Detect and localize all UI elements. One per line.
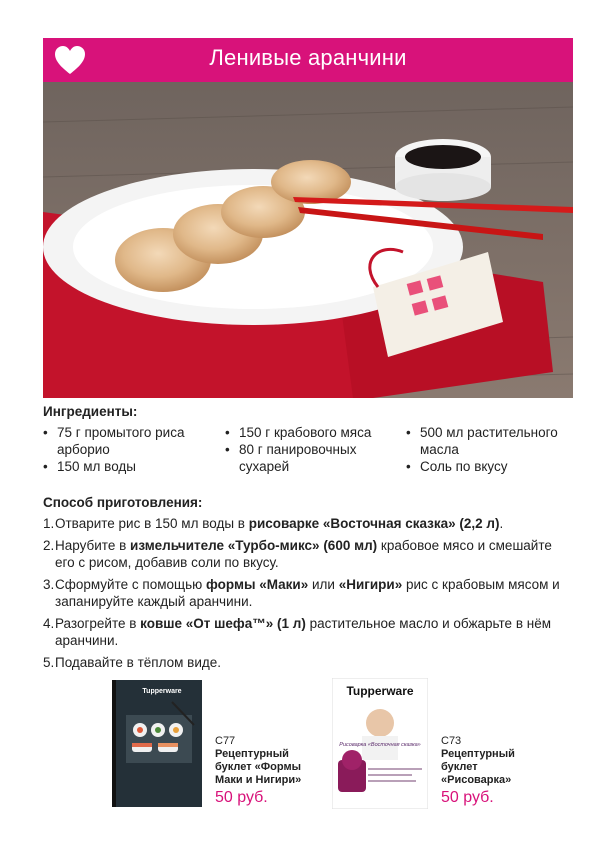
cover-title: Рисоварка «Восточная сказка» (339, 742, 421, 748)
step-item (43, 654, 573, 671)
step-product: ковше «От шефа™» (1 л) (140, 616, 306, 631)
product-code: С73 (441, 735, 462, 747)
step-product: рисоварке «Восточная сказка» (2,2 л) (248, 516, 500, 531)
ingredient-item: • 80 г панировочных сухарей (225, 441, 395, 475)
ingredient-item: • 150 г крабового мяса (225, 424, 395, 441)
product-price: 50 руб. (441, 789, 494, 806)
step-item (43, 515, 573, 532)
ingredient-item: • 150 мл воды (43, 458, 213, 475)
product-code: С77 (215, 735, 236, 747)
step-text: или (308, 577, 339, 592)
title-banner (43, 38, 573, 82)
step-number: 3. (43, 577, 55, 592)
product-c77 (215, 735, 305, 804)
cover-brand: Tupperware (346, 684, 414, 698)
step-text: Подавайте в тёплом виде. (55, 655, 222, 670)
product-name: Рецептурный буклет «Формы Маки и Нигири» (215, 748, 302, 786)
step-item (43, 576, 573, 610)
step-text: Разогрейте в (55, 616, 141, 631)
step-number: 1. (43, 516, 55, 531)
step-number: 2. (43, 538, 55, 553)
ingredients-column-2 (225, 424, 395, 475)
booklet-cover-rice-cooker (332, 678, 428, 809)
ingredient-item: • 75 г промытого риса арборио (43, 424, 213, 458)
ingredients-column-3 (406, 424, 576, 475)
step-text: . (499, 516, 504, 531)
ingredients-heading: Ингредиенты: (43, 404, 138, 419)
step-text: Нарубите в (55, 538, 131, 553)
step-text: рис с крабовым мясом и запанируйте каждый аранчини. (55, 577, 560, 609)
step-text: Отварите рис в 150 мл воды в (55, 516, 249, 531)
step-text: растительное масло и обжарьте в нём аранчини. (55, 616, 551, 648)
booklet-cover-maki (112, 680, 202, 807)
step-text: крабовое мясо и смешайте его с рисом, добавив соли по вкусу. (55, 538, 552, 570)
step-text: Сформуйте с помощью (55, 577, 207, 592)
step-number: 4. (43, 616, 55, 631)
step-product: «Нигири» (338, 577, 403, 592)
ingredients-column-1 (43, 424, 213, 475)
step-item (43, 537, 573, 571)
product-name: Рецептурный буклет «Рисоварка» (441, 748, 515, 786)
product-price: 50 руб. (215, 789, 268, 806)
method-steps (43, 515, 573, 676)
step-item (43, 615, 573, 649)
recipe-title: Ленивые аранчини (209, 45, 407, 70)
step-number: 5. (43, 655, 55, 670)
method-heading: Способ приготовления: (43, 495, 203, 510)
ingredient-item: • 500 мл растительного масла (406, 424, 576, 458)
recipe-photo (43, 82, 573, 398)
step-product: измельчителе «Турбо-микс» (600 мл) (130, 538, 378, 553)
ingredient-item: • Соль по вкусу (406, 458, 576, 475)
step-product: формы «Маки» (206, 577, 309, 592)
cover-brand: Tupperware (142, 688, 182, 695)
product-c73 (441, 735, 531, 804)
